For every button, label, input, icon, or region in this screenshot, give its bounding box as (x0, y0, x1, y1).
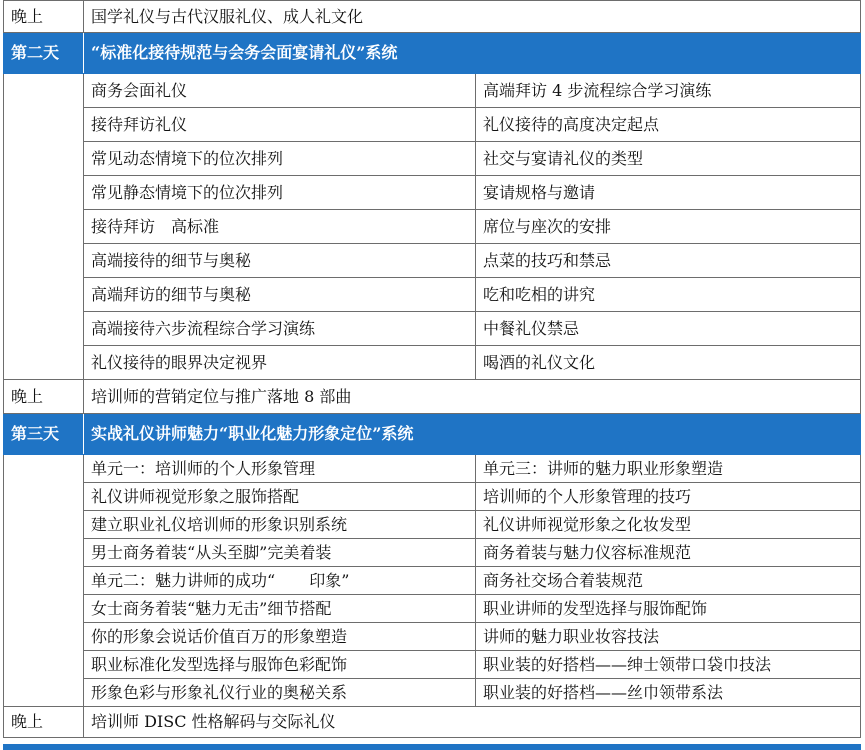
day3-row (4, 483, 861, 511)
day2-right-item: 点菜的技巧和禁忌 (476, 244, 861, 278)
day3-row (4, 623, 861, 651)
day2-row (4, 346, 861, 380)
evening-row-3 (4, 707, 861, 738)
day3-left-item: 职业标准化发型选择与服饰色彩配饰 (84, 651, 476, 679)
day3-left-item-tail: 印象” (309, 570, 350, 590)
day3-row (4, 679, 861, 707)
day2-left-item: 接待拜访礼仪 (84, 108, 476, 142)
day2-right-item: 社交与宴请礼仪的类型 (476, 142, 861, 176)
day2-label: 第二天 (4, 33, 84, 74)
evening-topic-2: 培训师的营销定位与推广落地 8 部曲 (84, 380, 861, 414)
day2-right-item: 吃和吃相的讲究 (476, 278, 861, 312)
day3-row (4, 511, 861, 539)
day2-left-item: 高端接待六步流程综合学习演练 (84, 312, 476, 346)
day3-header (4, 414, 861, 455)
day3-left-item: 形象色彩与形象礼仪行业的奥秘关系 (84, 679, 476, 707)
day2-right-item: 中餐礼仪禁忌 (476, 312, 861, 346)
day3-row (4, 539, 861, 567)
evening-topic-1: 国学礼仪与古代汉服礼仪、成人礼文化 (84, 1, 861, 33)
day3-title: 实战礼仪讲师魅力“职业化魅力形象定位”系统 (84, 414, 861, 455)
day3-right-item: 职业装的好搭档——丝巾领带系法 (476, 679, 861, 707)
day2-left-item: 接待拜访 高标准 (84, 210, 476, 244)
evening-row-2 (4, 380, 861, 414)
day2-left-item: 礼仪接待的眼界决定视界 (84, 346, 476, 380)
evening-label-3: 晚上 (4, 707, 84, 738)
day3-right-item: 单元三：讲师的魅力职业形象塑造 (476, 455, 861, 483)
day2-row (4, 176, 861, 210)
day2-left-item: 商务会面礼仪 (84, 74, 476, 108)
day3-left-item: 建立职业礼仪培训师的形象识别系统 (84, 511, 476, 539)
day3-left-item: 男士商务着装“从头至脚”完美着装 (84, 539, 476, 567)
schedule-table (3, 0, 861, 738)
redaction-gap (275, 574, 309, 588)
day2-left-item: 高端接待的细节与奥秘 (84, 244, 476, 278)
day3-row (4, 651, 861, 679)
day2-row (4, 210, 861, 244)
day3-left-item-head: 单元二：魅力讲师的成功“ (91, 570, 276, 590)
day3-right-item: 商务着装与魅力仪容标准规范 (476, 539, 861, 567)
course-schedule (3, 0, 861, 738)
day2-row (4, 108, 861, 142)
evening-label-2: 晚上 (4, 380, 84, 414)
day3-row (4, 455, 861, 483)
evening-topic-3: 培训师 DISC 性格解码与交际礼仪 (84, 707, 861, 738)
day3-right-item: 职业讲师的发型选择与服饰配饰 (476, 595, 861, 623)
day2-right-item: 席位与座次的安排 (476, 210, 861, 244)
day2-right-item: 喝酒的礼仪文化 (476, 346, 861, 380)
day3-right-item: 礼仪讲师视觉形象之化妆发型 (476, 511, 861, 539)
day2-title: “标准化接待规范与会务会面宴请礼仪”系统 (84, 33, 861, 74)
day3-label: 第三天 (4, 414, 84, 455)
day3-left-item: 女士商务着装“魅力无击”细节搭配 (84, 595, 476, 623)
day3-right-item: 商务社交场合着装规范 (476, 567, 861, 595)
evening-label-1: 晚上 (4, 1, 84, 33)
day2-row (4, 278, 861, 312)
day2-left-item: 高端拜访的细节与奥秘 (84, 278, 476, 312)
day3-right-item: 职业装的好搭档——绅士领带口袋巾技法 (476, 651, 861, 679)
day2-row (4, 244, 861, 278)
day3-left-item: 单元一：培训师的个人形象管理 (84, 455, 476, 483)
next-header-strip (3, 744, 861, 750)
day2-right-item: 宴请规格与邀请 (476, 176, 861, 210)
day2-row (4, 142, 861, 176)
day2-row (4, 312, 861, 346)
day3-left-item: 你的形象会说话价值百万的形象塑造 (84, 623, 476, 651)
day3-row (4, 567, 861, 595)
day2-right-item: 礼仪接待的高度决定起点 (476, 108, 861, 142)
day2-header (4, 33, 861, 74)
day2-left-item: 常见静态情境下的位次排列 (84, 176, 476, 210)
evening-row-1 (4, 1, 861, 33)
day2-right-item: 高端拜访 4 步流程综合学习演练 (476, 74, 861, 108)
day3-row (4, 595, 861, 623)
day3-right-item: 讲师的魅力职业妆容技法 (476, 623, 861, 651)
day2-row (4, 74, 861, 108)
day3-left-item: 礼仪讲师视觉形象之服饰搭配 (84, 483, 476, 511)
day2-left-item: 常见动态情境下的位次排列 (84, 142, 476, 176)
day3-right-item: 培训师的个人形象管理的技巧 (476, 483, 861, 511)
day3-left-item (84, 567, 476, 595)
